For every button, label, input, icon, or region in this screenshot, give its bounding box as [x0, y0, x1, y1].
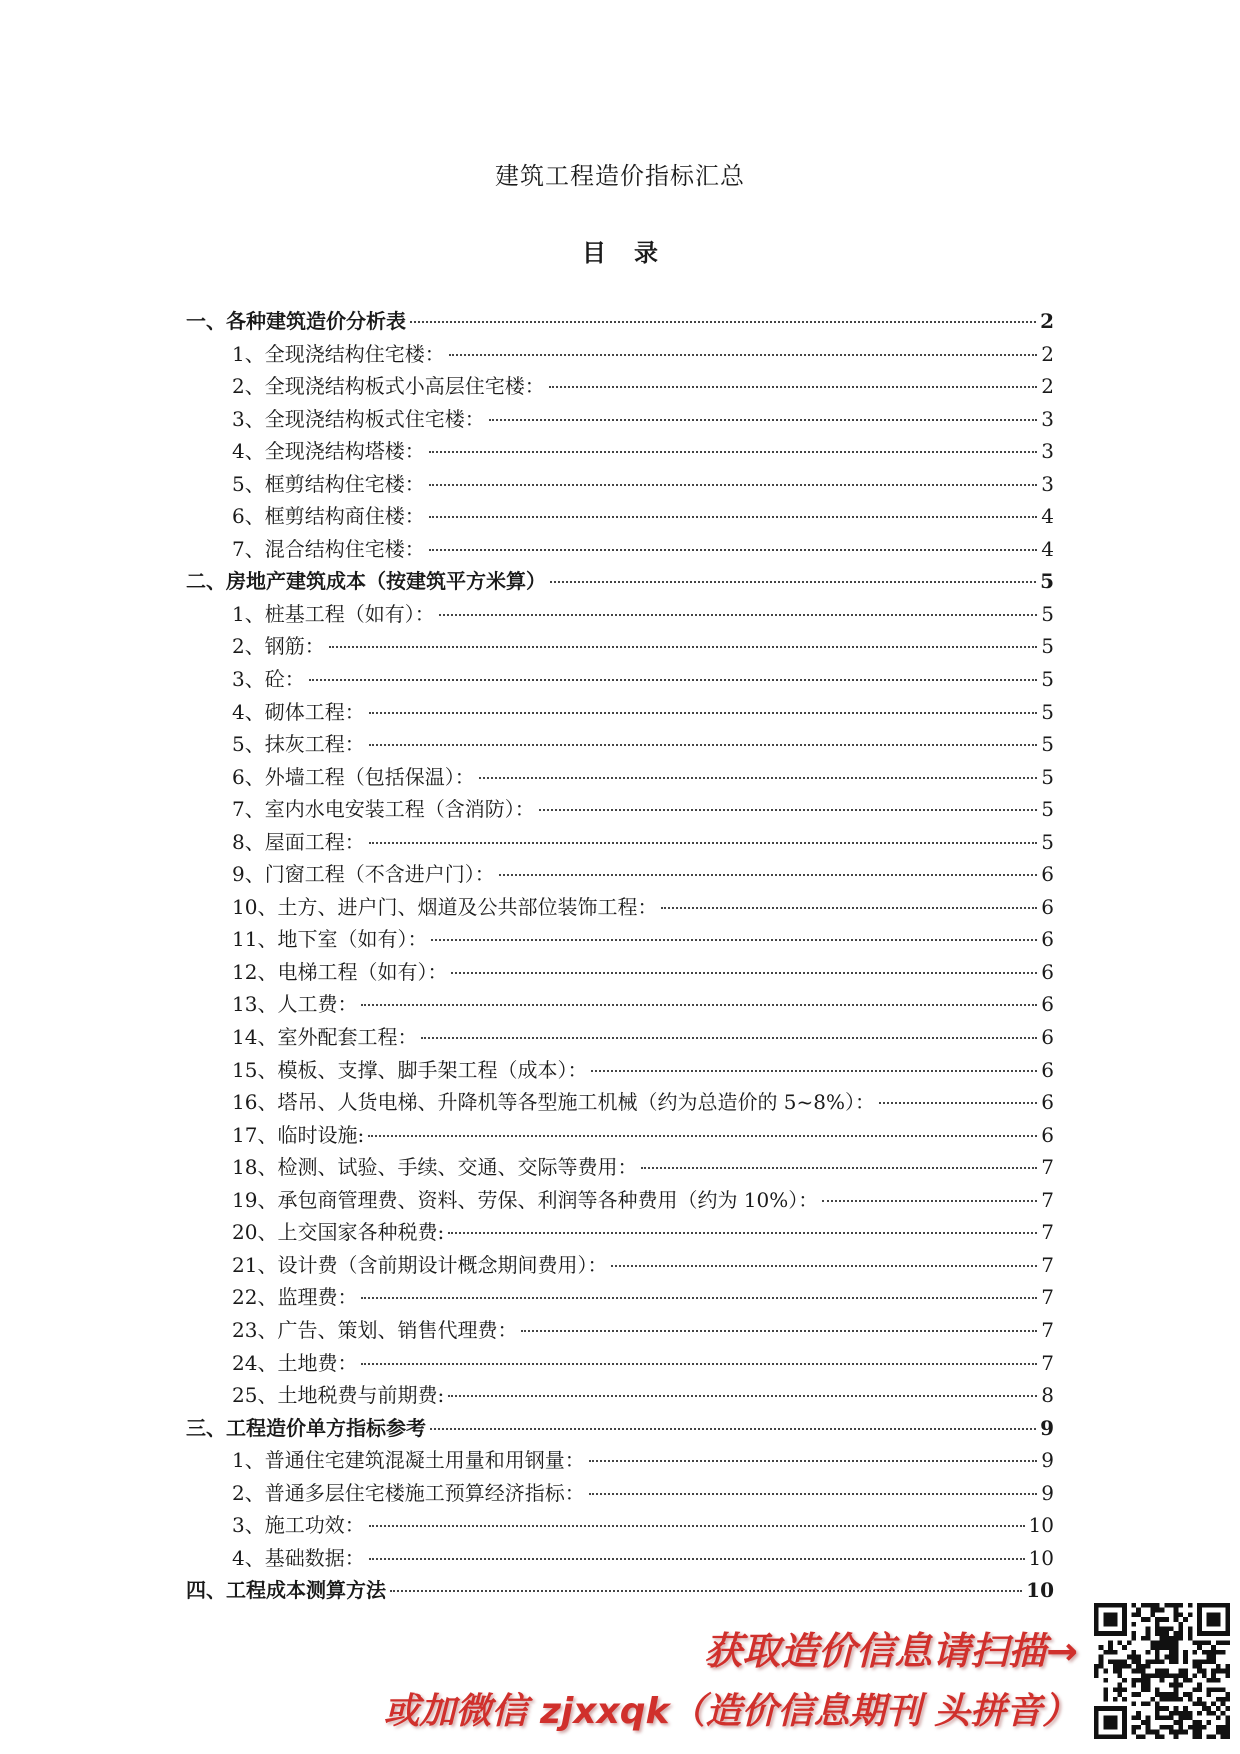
- toc-entry-label: 5、抹灰工程：: [232, 732, 365, 757]
- toc-dot-leader: [369, 712, 1038, 714]
- toc-entry-label: 2、全现浇结构板式小高层住宅楼：: [232, 374, 545, 399]
- toc-dot-leader: [369, 1525, 1025, 1527]
- toc-entry-label: 7、室内水电安装工程（含消防）：: [232, 797, 535, 822]
- toc-entry-label: 6、框剪结构商住楼：: [232, 504, 425, 529]
- toc-entry[interactable]: [186, 370, 1054, 403]
- toc-entry-label: 12、电梯工程（如有）：: [232, 959, 448, 984]
- toc-entry[interactable]: [186, 728, 1054, 761]
- toc-dot-leader: [421, 1037, 1037, 1039]
- qr-code-icon[interactable]: [1094, 1603, 1230, 1739]
- toc-entry-label: 20、上交国家各种税费:: [232, 1220, 445, 1245]
- toc-page-number: 6: [1041, 992, 1054, 1017]
- toc-entry[interactable]: [186, 630, 1054, 663]
- toc-page-number: 6: [1041, 894, 1054, 919]
- toc-entry-label: 1、全现浇结构住宅楼：: [232, 341, 445, 366]
- toc-entry-label: 二、房地产建筑成本（按建筑平方米算）: [186, 569, 546, 594]
- toc-entry[interactable]: [186, 923, 1054, 956]
- toc-entry[interactable]: [186, 1151, 1054, 1184]
- toc-entry-label: 4、基础数据：: [232, 1545, 365, 1570]
- toc-dot-leader: [822, 1200, 1037, 1202]
- toc-dot-leader: [369, 1558, 1025, 1560]
- toc-dot-leader: [449, 354, 1038, 356]
- toc-page-number: 3: [1041, 406, 1054, 431]
- toc-page-number: 7: [1041, 1155, 1054, 1180]
- toc-page-number: 7: [1041, 1187, 1054, 1212]
- toc-page-number: 7: [1041, 1220, 1054, 1245]
- toc-page-number: 7: [1041, 1317, 1054, 1342]
- toc-entry-label: 17、临时设施:: [232, 1122, 365, 1147]
- promo-wechat-text: 或加微信 zjxxqk（造价信息期刊 头拼音）: [383, 1691, 1078, 1732]
- toc-page-number: 6: [1041, 927, 1054, 952]
- toc-page-number: 4: [1041, 536, 1054, 561]
- toc-entry[interactable]: [186, 988, 1054, 1021]
- toc-dot-leader: [429, 484, 1038, 486]
- toc-dot-leader: [368, 1135, 1037, 1137]
- toc-entry[interactable]: [186, 533, 1054, 566]
- toc-entry[interactable]: [186, 1379, 1054, 1412]
- toc-dot-leader: [361, 1363, 1037, 1365]
- toc-entry-label: 14、室外配套工程：: [232, 1025, 418, 1050]
- toc-entry[interactable]: [186, 858, 1054, 891]
- toc-entry[interactable]: [186, 500, 1054, 533]
- toc-entry-label: 6、外墙工程（包括保温）：: [232, 764, 475, 789]
- toc-entry-label: 3、全现浇结构板式住宅楼：: [232, 406, 485, 431]
- toc-dot-leader: [591, 1070, 1037, 1072]
- toc-entry-label: 1、桩基工程（如有）：: [232, 601, 435, 626]
- toc-entry[interactable]: [186, 1249, 1054, 1282]
- toc-entry-label: 4、全现浇结构塔楼：: [232, 439, 425, 464]
- toc-page-number: 5: [1041, 764, 1054, 789]
- toc-page-number: 3: [1041, 439, 1054, 464]
- toc-page-number: 5: [1041, 667, 1054, 692]
- toc-dot-leader: [329, 646, 1038, 648]
- toc-entry[interactable]: [186, 1509, 1054, 1542]
- toc-dot-leader: [369, 744, 1038, 746]
- toc-entry[interactable]: [186, 1347, 1054, 1380]
- toc-dot-leader: [499, 874, 1038, 876]
- toc-dot-leader: [429, 516, 1038, 518]
- toc-page-number: 3: [1041, 471, 1054, 496]
- toc-entry[interactable]: [186, 696, 1054, 729]
- toc-dot-leader: [431, 939, 1037, 941]
- toc-page-number: 5: [1040, 569, 1054, 594]
- toc-page-number: 5: [1041, 829, 1054, 854]
- toc-dot-leader: [430, 1428, 1036, 1430]
- toc-dot-leader: [410, 321, 1036, 323]
- toc-page-number: 10: [1028, 1545, 1054, 1570]
- promo-scan-text: 获取造价信息请扫描→: [704, 1629, 1078, 1673]
- toc-dot-leader: [309, 679, 1038, 681]
- toc-dot-leader: [641, 1167, 1037, 1169]
- toc-page-number: 6: [1041, 959, 1054, 984]
- toc-dot-leader: [661, 907, 1037, 909]
- toc-dot-leader: [611, 1265, 1037, 1267]
- toc-entry-label: 3、砼：: [232, 667, 305, 692]
- toc-entry-label: 7、混合结构住宅楼：: [232, 536, 425, 561]
- toc-page-number: 6: [1041, 1057, 1054, 1082]
- toc-dot-leader: [479, 777, 1038, 779]
- toc-dot-leader: [489, 419, 1038, 421]
- toc-dot-leader: [879, 1102, 1037, 1104]
- toc-entry-label: 一、各种建筑造价分析表: [186, 309, 406, 333]
- toc-entry-label: 2、普通多层住宅楼施工预算经济指标：: [232, 1480, 585, 1505]
- toc-heading: [0, 233, 1240, 268]
- toc-entry-label: 4、砌体工程：: [232, 699, 365, 724]
- toc-entry[interactable]: [186, 1314, 1054, 1347]
- toc-entry[interactable]: [186, 1477, 1054, 1510]
- toc-page-number: 2: [1041, 374, 1054, 399]
- toc-entry-label: 11、地下室（如有）：: [232, 927, 428, 952]
- toc-section[interactable]: [186, 565, 1054, 598]
- toc-dot-leader: [369, 842, 1038, 844]
- toc-entry[interactable]: [186, 1086, 1054, 1119]
- toc-dot-leader: [439, 614, 1038, 616]
- toc-entry-label: 25、土地税费与前期费:: [232, 1383, 445, 1408]
- toc-dot-leader: [451, 972, 1037, 974]
- toc-page-number: 6: [1041, 1090, 1054, 1115]
- toc-entry-label: 15、模板、支撑、脚手架工程（成本）：: [232, 1057, 588, 1082]
- table-of-contents: [186, 305, 1054, 1607]
- toc-entry-label: 3、施工功效：: [232, 1513, 365, 1538]
- toc-dot-leader: [390, 1590, 1022, 1592]
- toc-page-number: 5: [1041, 797, 1054, 822]
- toc-page-number: 5: [1041, 732, 1054, 757]
- toc-entry[interactable]: [186, 598, 1054, 631]
- toc-entry-label: 5、框剪结构住宅楼：: [232, 471, 425, 496]
- toc-entry-label: 13、人工费：: [232, 992, 358, 1017]
- toc-page-number: 5: [1041, 699, 1054, 724]
- toc-page-number: 7: [1041, 1252, 1054, 1277]
- toc-dot-leader: [539, 809, 1038, 811]
- toc-entry[interactable]: [186, 338, 1054, 371]
- toc-entry-label: 四、工程成本测算方法: [186, 1578, 386, 1603]
- toc-heading-char: 目: [582, 238, 606, 267]
- toc-page-number: 10: [1026, 1578, 1054, 1603]
- toc-page-number: 6: [1041, 1025, 1054, 1050]
- toc-entry[interactable]: [186, 663, 1054, 696]
- toc-page-number: 5: [1041, 634, 1054, 659]
- toc-dot-leader: [429, 549, 1038, 551]
- toc-entry-label: 22、监理费：: [232, 1285, 358, 1310]
- toc-entry-label: 21、设计费（含前期设计概念期间费用）：: [232, 1252, 608, 1277]
- document-title: 建筑工程造价指标汇总: [495, 162, 745, 190]
- toc-dot-leader: [448, 1395, 1037, 1397]
- toc-section[interactable]: [186, 1574, 1054, 1607]
- toc-entry-label: 8、屋面工程：: [232, 829, 365, 854]
- toc-page-number: 6: [1041, 862, 1054, 887]
- toc-page-number: 9: [1041, 1480, 1054, 1505]
- toc-dot-leader: [550, 581, 1036, 583]
- toc-entry[interactable]: [186, 1054, 1054, 1087]
- toc-entry[interactable]: [186, 956, 1054, 989]
- toc-entry-label: 23、广告、策划、销售代理费：: [232, 1317, 518, 1342]
- toc-page-number: 9: [1041, 1448, 1054, 1473]
- toc-page-number: 7: [1041, 1350, 1054, 1375]
- toc-dot-leader: [361, 1297, 1037, 1299]
- toc-entry-label: 三、工程造价单方指标参考: [186, 1415, 426, 1440]
- toc-dot-leader: [589, 1493, 1038, 1495]
- toc-entry[interactable]: [186, 435, 1054, 468]
- toc-entry[interactable]: [186, 793, 1054, 826]
- toc-entry-label: 19、承包商管理费、资料、劳保、利润等各种费用（约为 10%）：: [232, 1187, 819, 1212]
- toc-entry[interactable]: [186, 1444, 1054, 1477]
- toc-entry[interactable]: [186, 1021, 1054, 1054]
- toc-dot-leader: [448, 1232, 1037, 1234]
- toc-dot-leader: [361, 1004, 1037, 1006]
- toc-page-number: 10: [1028, 1513, 1054, 1538]
- toc-page-number: 2: [1040, 309, 1054, 333]
- toc-page-number: 4: [1041, 504, 1054, 529]
- toc-section[interactable]: [186, 1412, 1054, 1445]
- toc-entry-label: 24、土地费：: [232, 1350, 358, 1375]
- toc-entry-label: 1、普通住宅建筑混凝土用量和用钢量：: [232, 1448, 585, 1473]
- toc-entry-label: 16、塔吊、人货电梯、升降机等各型施工机械（约为总造价的 5~8%）：: [232, 1090, 876, 1115]
- toc-entry[interactable]: [186, 1542, 1054, 1575]
- toc-entry[interactable]: [186, 403, 1054, 436]
- toc-page-number: 2: [1041, 341, 1054, 366]
- toc-entry-label: 10、土方、进户门、烟道及公共部位装饰工程：: [232, 894, 658, 919]
- toc-entry[interactable]: [186, 468, 1054, 501]
- toc-page-number: 8: [1041, 1383, 1054, 1408]
- toc-dot-leader: [429, 451, 1038, 453]
- toc-entry[interactable]: [186, 1119, 1054, 1152]
- toc-entry[interactable]: [186, 1184, 1054, 1217]
- toc-dot-leader: [589, 1460, 1038, 1462]
- toc-dot-leader: [521, 1330, 1037, 1332]
- toc-entry[interactable]: [186, 1281, 1054, 1314]
- toc-entry-label: 18、检测、试验、手续、交通、交际等费用：: [232, 1155, 638, 1180]
- toc-page-number: 9: [1040, 1415, 1054, 1440]
- toc-entry[interactable]: [186, 826, 1054, 859]
- toc-entry[interactable]: [186, 761, 1054, 794]
- toc-section[interactable]: [186, 305, 1054, 338]
- toc-page-number: 7: [1041, 1285, 1054, 1310]
- toc-entry[interactable]: [186, 891, 1054, 924]
- toc-entry-label: 2、钢筋：: [232, 634, 325, 659]
- toc-entry-label: 9、门窗工程（不含进户门）：: [232, 862, 495, 887]
- toc-page-number: 5: [1041, 601, 1054, 626]
- toc-entry[interactable]: [186, 1216, 1054, 1249]
- toc-page-number: 6: [1041, 1122, 1054, 1147]
- toc-heading-char: 录: [634, 238, 658, 267]
- toc-dot-leader: [549, 386, 1038, 388]
